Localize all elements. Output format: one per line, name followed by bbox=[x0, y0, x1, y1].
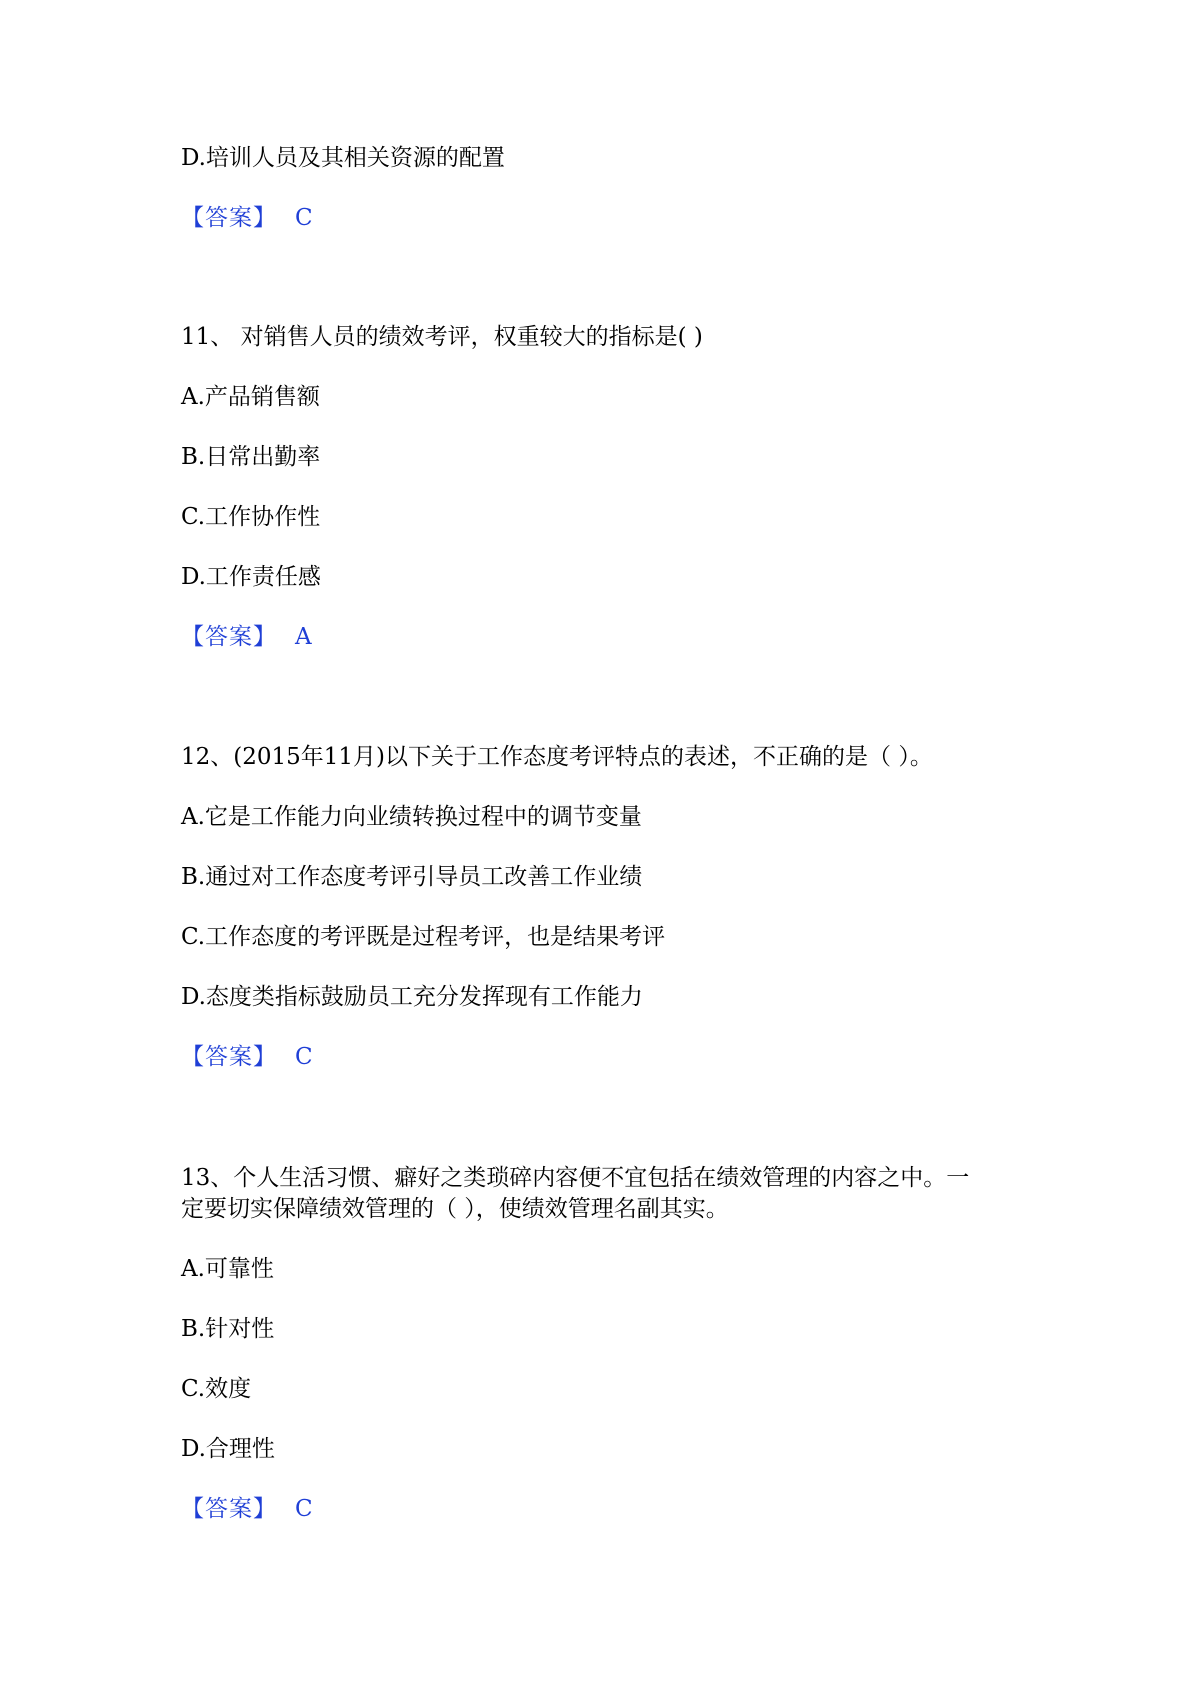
option-b: B.通过对工作态度考评引导员工改善工作业绩 bbox=[181, 864, 643, 890]
option-b: B.针对性 bbox=[181, 1316, 275, 1342]
option-d: D.合理性 bbox=[181, 1436, 275, 1462]
option-d: D.态度类指标鼓励员工充分发挥现有工作能力 bbox=[181, 984, 643, 1010]
option-a: A.它是工作能力向业绩转换过程中的调节变量 bbox=[181, 804, 642, 830]
option-d: D.工作责任感 bbox=[181, 564, 321, 590]
answer-line bbox=[181, 1042, 313, 1072]
answer-label: 【答案】 bbox=[181, 1044, 277, 1070]
question-stem: 12、(2015年11月)以下关于工作态度考评特点的表述，不正确的是（ ）。 bbox=[181, 744, 933, 770]
answer-line bbox=[181, 203, 313, 233]
answer-value: C bbox=[295, 1496, 313, 1522]
answer-label: 【答案】 bbox=[181, 205, 277, 231]
option-d: D.培训人员及其相关资源的配置 bbox=[181, 145, 505, 171]
option-a: A.产品销售额 bbox=[181, 384, 320, 410]
option-c: C.工作协作性 bbox=[181, 504, 321, 530]
option-a: A.可靠性 bbox=[181, 1256, 274, 1282]
answer-value: C bbox=[295, 1044, 313, 1070]
question-stem-line-2: 定要切实保障绩效管理的（ ），使绩效管理名副其实。 bbox=[181, 1196, 729, 1222]
option-c: C.效度 bbox=[181, 1376, 252, 1402]
answer-value: A bbox=[295, 624, 312, 650]
question-stem-line-1: 13、个人生活习惯、癖好之类琐碎内容便不宜包括在绩效管理的内容之中。一 bbox=[181, 1165, 970, 1191]
answer-value: C bbox=[295, 205, 313, 231]
answer-label: 【答案】 bbox=[181, 1496, 277, 1522]
answer-label: 【答案】 bbox=[181, 624, 277, 650]
answer-line bbox=[181, 1494, 313, 1524]
question-stem: 11、 对销售人员的绩效考评，权重较大的指标是( ) bbox=[181, 324, 703, 350]
option-b: B.日常出勤率 bbox=[181, 444, 321, 470]
option-c: C.工作态度的考评既是过程考评，也是结果考评 bbox=[181, 924, 666, 950]
answer-line bbox=[181, 622, 312, 652]
